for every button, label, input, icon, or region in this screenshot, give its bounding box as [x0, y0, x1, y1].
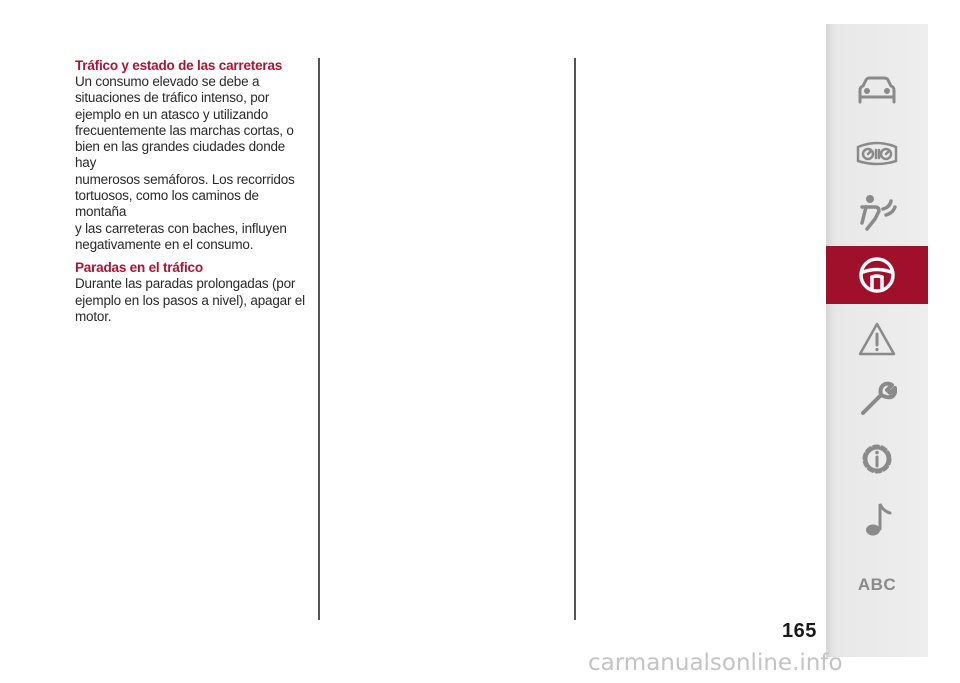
- warning-triangle-icon: [857, 321, 897, 357]
- watermark: carmanualsonline.info: [588, 650, 843, 676]
- car-icon: [856, 75, 898, 107]
- wrench-icon: [857, 379, 897, 419]
- tab-index[interactable]: [826, 556, 928, 614]
- instrument-panel-icon: [855, 139, 899, 167]
- page-number: 165: [782, 620, 817, 642]
- section-heading-stops: Paradas en el tráfico: [75, 260, 203, 276]
- section-body-traffic: Un consumo elevado se debe a situaciones de tráfico intenso, por ejemplo en un atasco y utilizando frecuentemente las marchas cortas, o bien en las grandes ciudades donde hay numerosos semáforos. Los recorridos tortuosos, como los caminos de montaña y las carreteras con baches, influyen negativamente en el consumo.: [75, 74, 295, 252]
- tab-safety[interactable]: [826, 184, 928, 242]
- tab-vehicle[interactable]: [826, 62, 928, 120]
- tab-technical-data[interactable]: [826, 430, 928, 488]
- gear-info-icon: [857, 439, 897, 479]
- seatbelt-safety-icon: [857, 193, 897, 233]
- tab-maintenance[interactable]: [826, 370, 928, 428]
- abc-index-label: ABC: [857, 575, 897, 594]
- column-divider: [318, 58, 320, 620]
- tab-instruments[interactable]: [826, 124, 928, 182]
- chapter-sidebar: [826, 24, 928, 657]
- tab-emergency[interactable]: [826, 310, 928, 368]
- section-body-stops: Durante las paradas prolongadas (por ejemplo en los pasos a nivel), apagar el motor.: [75, 276, 305, 324]
- tab-driving[interactable]: [826, 246, 928, 304]
- section-heading-traffic: Tráfico y estado de las carreteras: [75, 58, 283, 73]
- tab-multimedia[interactable]: [826, 490, 928, 548]
- column-divider: [574, 58, 576, 620]
- steering-wheel-icon: [857, 255, 897, 295]
- text-column: [75, 58, 307, 332]
- music-note-icon: [859, 499, 895, 539]
